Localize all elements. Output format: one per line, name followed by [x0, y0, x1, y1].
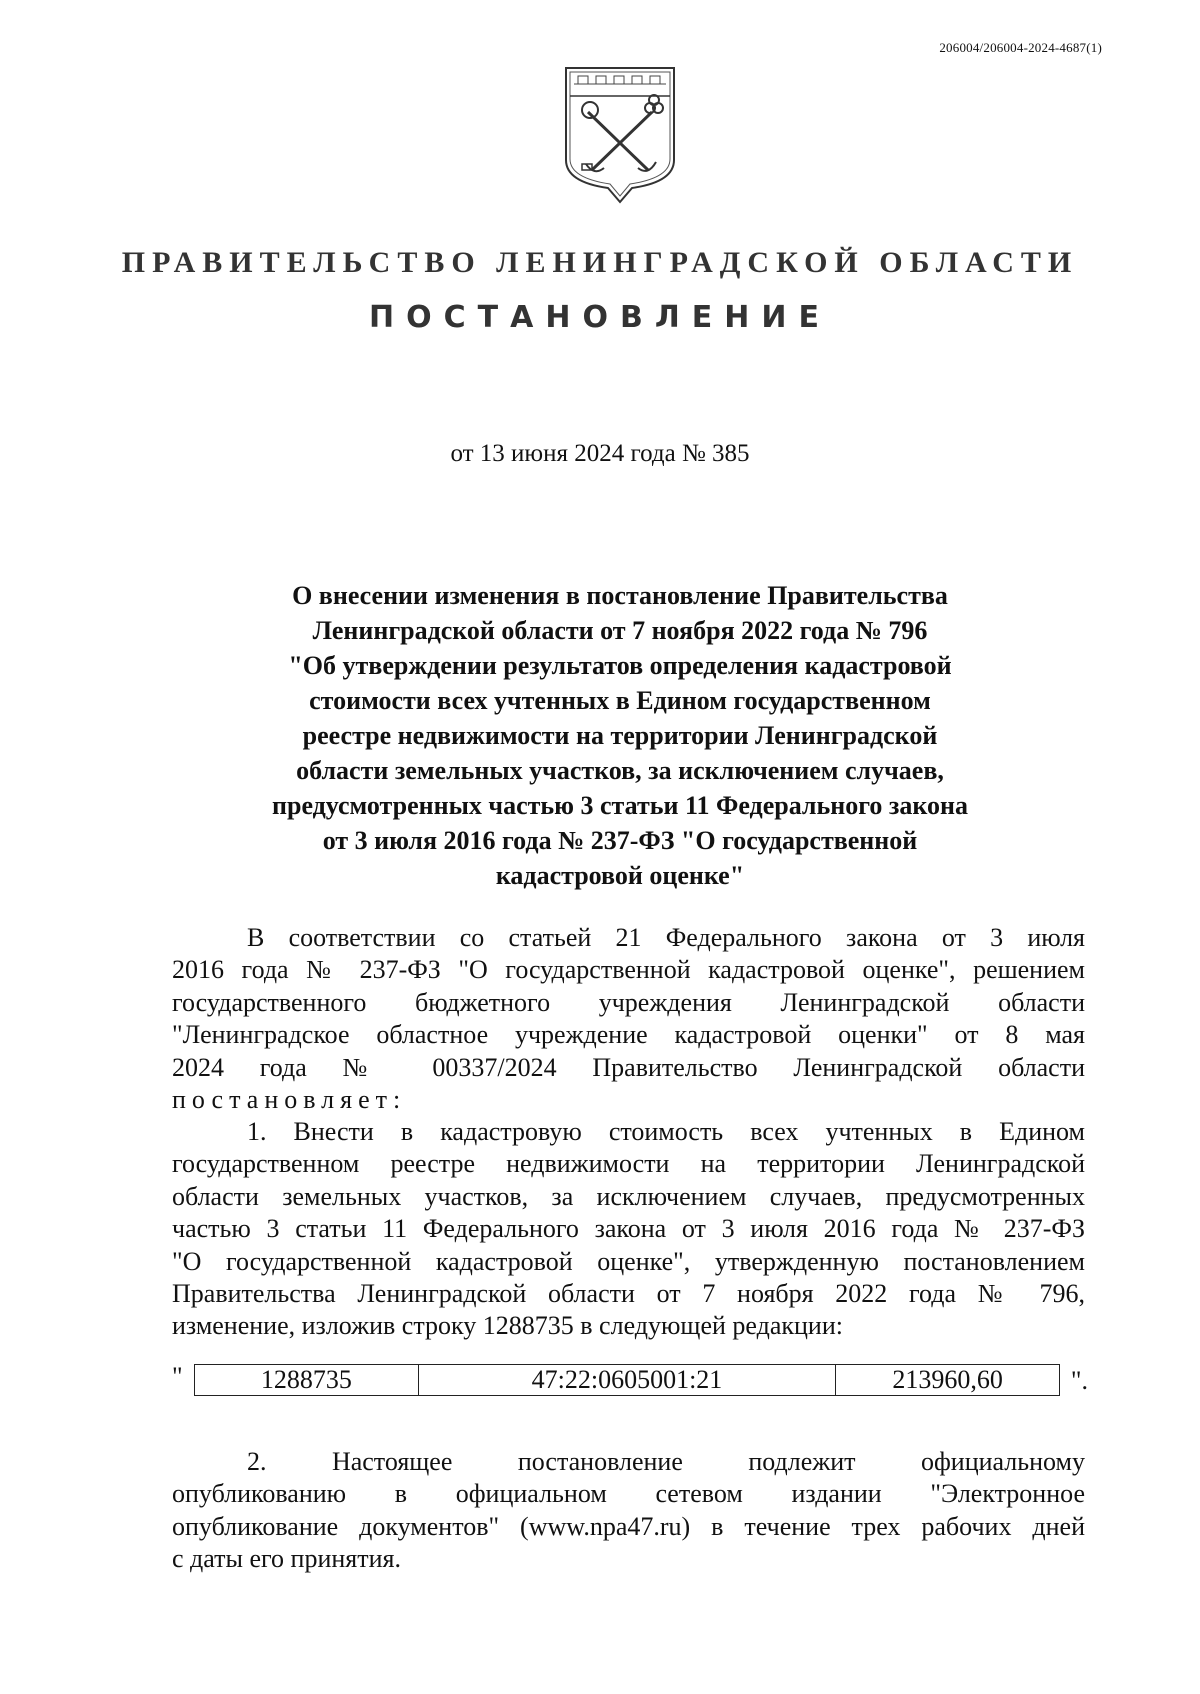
- heading-line: предусмотренных частью 3 статьи 11 Федерального закона: [272, 791, 968, 820]
- heading-line: реестре недвижимости на территории Ленинградской: [302, 721, 938, 750]
- cadastral-value-cell: 213960,60: [836, 1365, 1060, 1396]
- heading-line: стоимости всех учтенных в Едином государственном: [309, 686, 931, 715]
- cadastral-row: [194, 1364, 1060, 1396]
- table-close-quote: ".: [1070, 1366, 1088, 1395]
- paragraph-line: государственном реестре недвижимости на территории Ленинградской: [172, 1149, 1085, 1179]
- paragraph-line: В соответствии со статьей 21 Федерального закона от 3 июля: [247, 923, 1085, 952]
- heading-line: Ленинградской области от 7 ноября 2022 года № 796: [312, 616, 928, 645]
- paragraph-line: опубликование документов" (www.npa47.ru) в течение трех рабочих дней: [172, 1511, 1085, 1541]
- paragraph-line: частью 3 статьи 11 Федерального закона от 3 июля 2016 года № 237-ФЗ: [172, 1214, 1085, 1244]
- row-number-cell: 1288735: [195, 1365, 419, 1396]
- paragraph-line: области земельных участков, за исключением случаев, предусмотренных: [172, 1181, 1085, 1211]
- replacement-row-table: [168, 1362, 1088, 1402]
- paragraph-line: "Ленинградское областное учреждение кадастровой оценки" от 8 мая: [172, 1020, 1085, 1050]
- cadastral-number-cell: 47:22:0605001:21: [418, 1365, 836, 1396]
- table-open-quote: ": [172, 1362, 183, 1391]
- paragraph-line: с даты его принятия.: [172, 1544, 401, 1574]
- heading-line: от 3 июля 2016 года № 237-ФЗ "О государственной: [322, 826, 918, 855]
- decree-date-number: от 13 июня 2024 года № 385: [450, 440, 750, 467]
- heading-line: О внесении изменения в постановление Правительства: [292, 581, 948, 610]
- paragraph-line: изменение, изложив строку 1288735 в следующей редакции:: [172, 1311, 843, 1341]
- paragraph-line: 1. Внести в кадастровую стоимость всех учтенных в Едином: [247, 1117, 1085, 1146]
- paragraph-line: 2024 года № 00337/2024 Правительство Ленинградской области: [172, 1052, 1085, 1082]
- document-registration-id: 206004/206004-2024-4687(1): [939, 40, 1102, 55]
- item-2-paragraph: [172, 1446, 1085, 1576]
- item-1-paragraph: [172, 1116, 1085, 1343]
- heading-line: области земельных участков, за исключением случаев,: [296, 756, 944, 785]
- paragraph-line: Правительства Ленинградской области от 7 ноября 2022 года № 796,: [172, 1279, 1085, 1309]
- paragraph-line: 2. Настоящее постановление подлежит официальному: [247, 1447, 1085, 1476]
- document-heading: [210, 578, 1030, 893]
- table-row: [195, 1365, 1060, 1396]
- heading-line: кадастровой оценке": [495, 861, 745, 890]
- document-type: ПОСТАНОВЛЕНИЕ: [369, 300, 831, 335]
- coat-of-arms-icon: [560, 64, 680, 204]
- paragraph-line: "О государственной кадастровой оценке", утвержденную постановлением: [172, 1246, 1085, 1276]
- paragraph-line: государственного бюджетного учреждения Ленинградской области: [172, 987, 1085, 1017]
- heading-line: "Об утверждении результатов определения кадастровой: [288, 651, 952, 680]
- paragraph-line: опубликованию в официальном сетевом издании "Электронное: [172, 1479, 1085, 1509]
- preamble-paragraph: [172, 922, 1085, 1116]
- resolves-word: постановляет:: [172, 1085, 407, 1115]
- issuing-authority: ПРАВИТЕЛЬСТВО ЛЕНИНГРАДСКОЙ ОБЛАСТИ: [121, 246, 1079, 279]
- paragraph-line: 2016 года № 237-ФЗ "О государственной кадастровой оценке", решением: [172, 955, 1085, 985]
